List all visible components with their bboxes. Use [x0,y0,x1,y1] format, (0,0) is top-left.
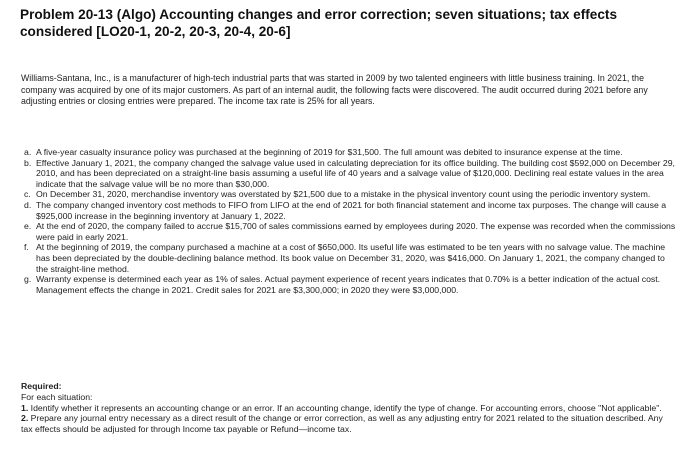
required-step-2 [21,413,676,435]
step-number: 1. [21,402,29,413]
required-step-1 [21,403,676,414]
step-text: Prepare any journal entry necessary as a direct result of the change or error correction, as well as any adjusting entry for 2021 related to the situation described. Any tax effects should be adjusted for through Income tax payable or Refund—income tax. [21,413,663,435]
situation-item-e [24,221,676,242]
situation-item-b [24,158,676,190]
required-lead: For each situation: [21,391,93,402]
situation-text: On December 31, 2020, merchandise inventory was overstated by $21,500 due to a mistake in the physical inventory count using the periodic inventory system. [36,189,651,200]
step-text: Identify whether it represents an accounting change or an error. If an accounting change, identify the type of change. For accounting errors, choose "Not applicable". [30,402,662,413]
situation-text: At the beginning of 2019, the company purchased a machine at a cost of $650,000. Its useful life was estimated to be ten years with no salvage value. The machine has been depreciated by the double-declining balance method. Its book value on December 31, 2020, was $416,000. On January 1, 2021, the company changed to the straight-line method. [36,242,666,274]
situation-marker: b. [24,157,32,168]
situation-text: Effective January 1, 2021, the company changed the salvage value used in calculating depreciation for its office building. The building cost $592,000 on December 29, 2010, and has been depreciated on a straight-line basis assuming a useful life of 40 years and a salvage value of $120,000. Declining real estate values in the area indicate that the salvage value will be no more than $30,000. [36,157,675,189]
situation-text: The company changed inventory cost methods to FIFO from LIFO at the end of 2021 for both financial statement and income tax purposes. The change will cause a $925,000 increase in the beginning inventory at January 1, 2022. [36,199,667,221]
situation-item-c [24,189,676,200]
problem-intro: Williams-Santana, Inc., is a manufacturer of high-tech industrial parts that was started in 2009 by two talented engineers with little business training. In 2021, the company was acquired by one of its major customers. As part of an internal audit, the following facts were discovered. The audit occurred during 2021 before any adjusting entries or closing entries were prepared. The income tax rate is 25% for all years. [21,73,648,106]
situation-item-a [24,147,676,158]
situation-item-d [24,200,676,221]
situation-item-f [24,242,676,274]
required-heading: Required: [21,381,62,391]
situation-list [24,147,676,295]
situation-text: At the end of 2020, the company failed to accrue $15,700 of sales commissions earned by employees during 2020. The expense was recorded when the commissions were paid in early 2021. [36,221,676,242]
situation-marker: d. [24,199,32,210]
situation-marker: c. [24,189,31,200]
situation-marker: g. [24,274,32,285]
situation-marker: f. [24,242,29,253]
situation-text: Warranty expense is determined each year as 1% of sales. Actual payment experience of recent years indicates that 0.70% is a better indication of the actual cost. Management effects the change in 2021. Credit sales for 2021 are $3,300,000; in 2020 they were $3,000,000. [36,274,661,295]
situation-marker: a. [24,147,32,157]
situation-item-g [24,274,676,295]
situation-marker: e. [24,221,32,232]
step-number: 2. [21,413,29,424]
situation-text: A five-year casualty insurance policy was purchased at the beginning of 2019 for $31,500. The full amount was debited to insurance expense at the time. [36,147,623,157]
required-section [21,381,676,435]
problem-title: Problem 20-13 (Algo) Accounting changes and error correction; seven situations; tax effects considered [LO20-1, 20-2, 20-3, 20-4, 20-6] [20,7,618,39]
